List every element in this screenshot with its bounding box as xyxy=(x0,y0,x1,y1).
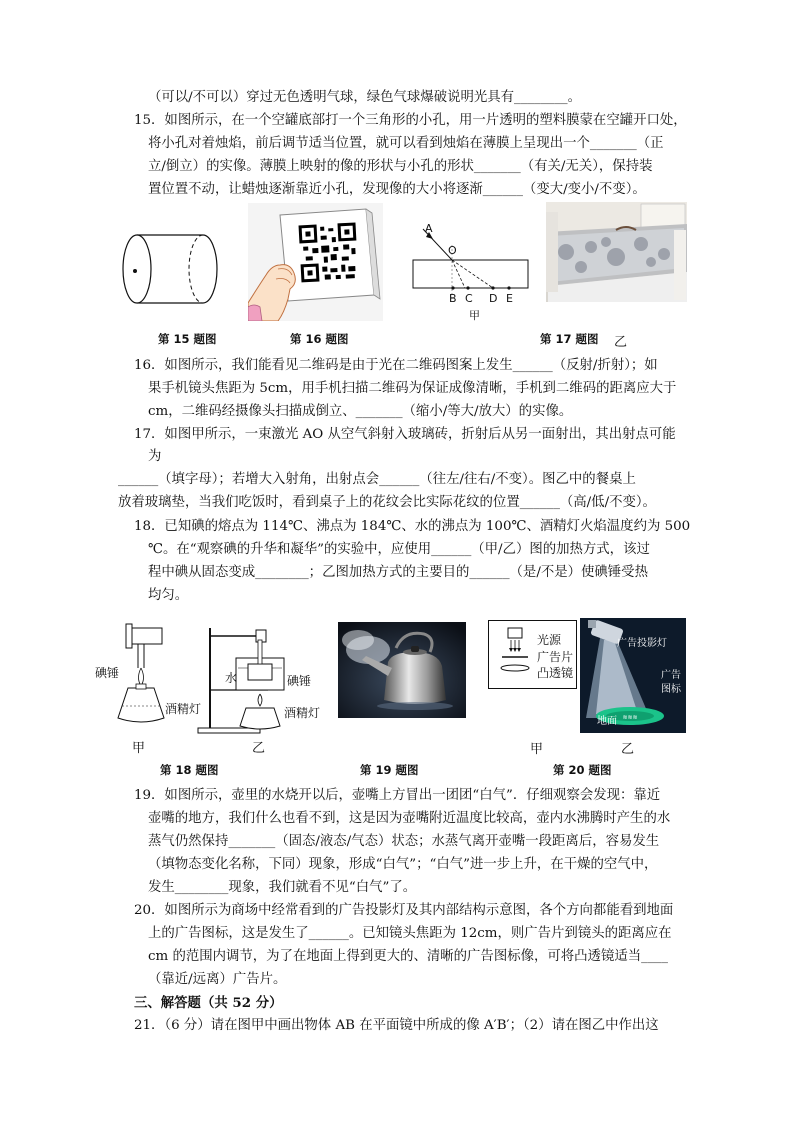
fig20-label-guanggao: 广告 xyxy=(661,670,681,681)
figure-19-kettle-photo xyxy=(338,622,466,718)
fig18-label-shui: 水 xyxy=(225,671,238,685)
figure-18-caption: 第 18 题图 xyxy=(160,763,219,777)
figure-15-caption: 第 15 题图 xyxy=(158,332,217,346)
text-line: （靠近/远离）广告片。 xyxy=(148,972,287,987)
fig20-label-guangyuan: 光源 xyxy=(537,633,562,647)
text-line: 立/倒立）的实像。薄膜上映射的像的形状与小孔的形状_______（有关/无关），保持装 xyxy=(148,159,653,174)
text-line: （填物态变化名称，下同）现象，形成“白气”；“白气”进一步上升，在干燥的空气中， xyxy=(148,857,658,872)
text-line: 壶嘴的地方，我们什么也看不到，这是因为壶嘴附近温度比较高，壶内水沸腾时产生的水 xyxy=(148,811,671,826)
figure-16-qr-code xyxy=(248,203,383,321)
text-line: 果手机镜头焦距为 5cm，用手机扫描二维码为保证成像清晰，手机到二维码的距离应大于 xyxy=(148,381,677,396)
fig17-label-D: D xyxy=(489,292,498,305)
figure-17-dining-table-photo xyxy=(546,202,687,302)
fig20-label-touyingdeng: 广告投影灯 xyxy=(617,638,667,649)
text-line: 将小孔对着烛焰，前后调节适当位置，就可以看到烛焰在薄膜上呈现出一个_______（正 xyxy=(148,136,664,151)
fig18-label-dianchui2: 碘锤 xyxy=(287,674,312,688)
fig17-label-C: C xyxy=(465,292,473,305)
text-line: 21．（6 分）请在图甲中画出物体 AB 在平面镜中所成的像 A′B′；（2）请在图乙中作出这 xyxy=(134,1018,659,1033)
text-line: 均匀。 xyxy=(148,588,189,603)
text-line: 置位置不动，让蜡烛逐渐靠近小孔，发现像的大小将逐渐______（变大/变小/不变）。 xyxy=(148,182,646,197)
fig17-label-E: E xyxy=(506,292,513,305)
fig20-label-tutoujing: 凸透镜 xyxy=(537,666,574,680)
text-line: 发生________现象，我们就看不见“白气”了。 xyxy=(148,880,417,895)
fig20-label-dimian: 地面 xyxy=(597,716,617,727)
text-line: ℃。在“观察碘的升华和凝华”的实验中，应使用______（甲/乙）图的加热方式，该过 xyxy=(148,542,650,557)
svg-text:≋≋≋: ≋≋≋ xyxy=(622,714,638,721)
fig17-label-O: O xyxy=(448,244,457,257)
fig18-label-dianchui1: 碘锤 xyxy=(95,666,120,680)
text-line: 18．已知碘的熔点为 114℃、沸点为 184℃、水的沸点为 100℃、酒精灯火焰温度约为 500 xyxy=(134,519,691,534)
text-line: 放着玻璃垫，当我们吃饭时，看到桌子上的花纹会比实际花纹的位置______（高/低/不变）。 xyxy=(118,495,656,510)
fig20-label-guanggaopian: 广告片 xyxy=(537,650,574,664)
text-line: 19．如图所示，壶里的水烧开以后，壶嘴上方冒出一团团“白气”．仔细观察会发现：靠近 xyxy=(134,788,661,803)
text-line: 蒸气仍然保持_______（固态/液态/气态）状态；水蒸气离开壶嘴一段距离后，容易发生 xyxy=(148,834,660,849)
section-heading: 三、解答题（共 52 分） xyxy=(134,995,283,1011)
fig17-label-A: A xyxy=(425,222,433,235)
text-line: cm，二维码经摄像头扫描成倒立、_______（缩小/等大/放大）的实像。 xyxy=(148,404,573,419)
text-line: 16．如图所示，我们能看见二维码是由于光在二维码图案上发生______（反射/折射）；如 xyxy=(134,358,658,373)
figure-16-caption: 第 16 题图 xyxy=(290,332,349,346)
text-line: 为 xyxy=(148,449,162,464)
text-line: 上的广告图标，这是发生了______。已知镜头焦距为 12cm，则广告片到镜头的距离应在 xyxy=(148,926,672,941)
text-line: cm 的范围内调节，为了在地面上得到更大的、清晰的广告图标像，可将凸透镜适当____ xyxy=(148,949,668,964)
fig17-label-yi: 乙 xyxy=(614,335,628,350)
fig20-label-tubiao: 图标 xyxy=(661,684,681,695)
fig17-label-B: B xyxy=(449,292,457,305)
fig20-label-jia: 甲 xyxy=(530,742,544,757)
fig18-label-jiujingdeng2: 酒精灯 xyxy=(284,706,321,720)
fig18-label-jiujingdeng1: 酒精灯 xyxy=(165,702,202,716)
figure-20-caption: 第 20 题图 xyxy=(553,763,612,777)
text-line: 程中碘从固态变成________；乙图加热方式的主要目的______（是/不是）使碘锤受热 xyxy=(148,565,648,580)
fig18-label-yi: 乙 xyxy=(252,741,266,756)
fig17-label-jia: 甲 xyxy=(469,309,480,322)
figure-15-can xyxy=(115,230,230,305)
text-line: 17．如图甲所示，一束激光 AO 从空气斜射入玻璃砖，折射后从另一面射出，其出射点可能 xyxy=(134,427,676,442)
text-line: （可以/不可以）穿过无色透明气球，绿色气球爆破说明光具有________。 xyxy=(148,90,582,105)
fig18-label-jia: 甲 xyxy=(132,741,146,756)
text-line: 15．如图所示，在一个空罐底部打一个三角形的小孔，用一片透明的塑料膜蒙在空罐开口处， xyxy=(134,113,687,128)
text-line: 20．如图所示为商场中经常看到的广告投影灯及其内部结构示意图，各个方向都能看到地面 xyxy=(134,903,674,918)
fig20-label-yi: 乙 xyxy=(621,742,635,757)
figure-19-caption: 第 19 题图 xyxy=(360,763,419,777)
figure-17-caption: 第 17 题图 xyxy=(540,332,599,346)
text-line: ______（填字母）；若增大入射角，出射点会______（往左/往右/不变）。图乙中的餐桌上 xyxy=(118,472,636,487)
